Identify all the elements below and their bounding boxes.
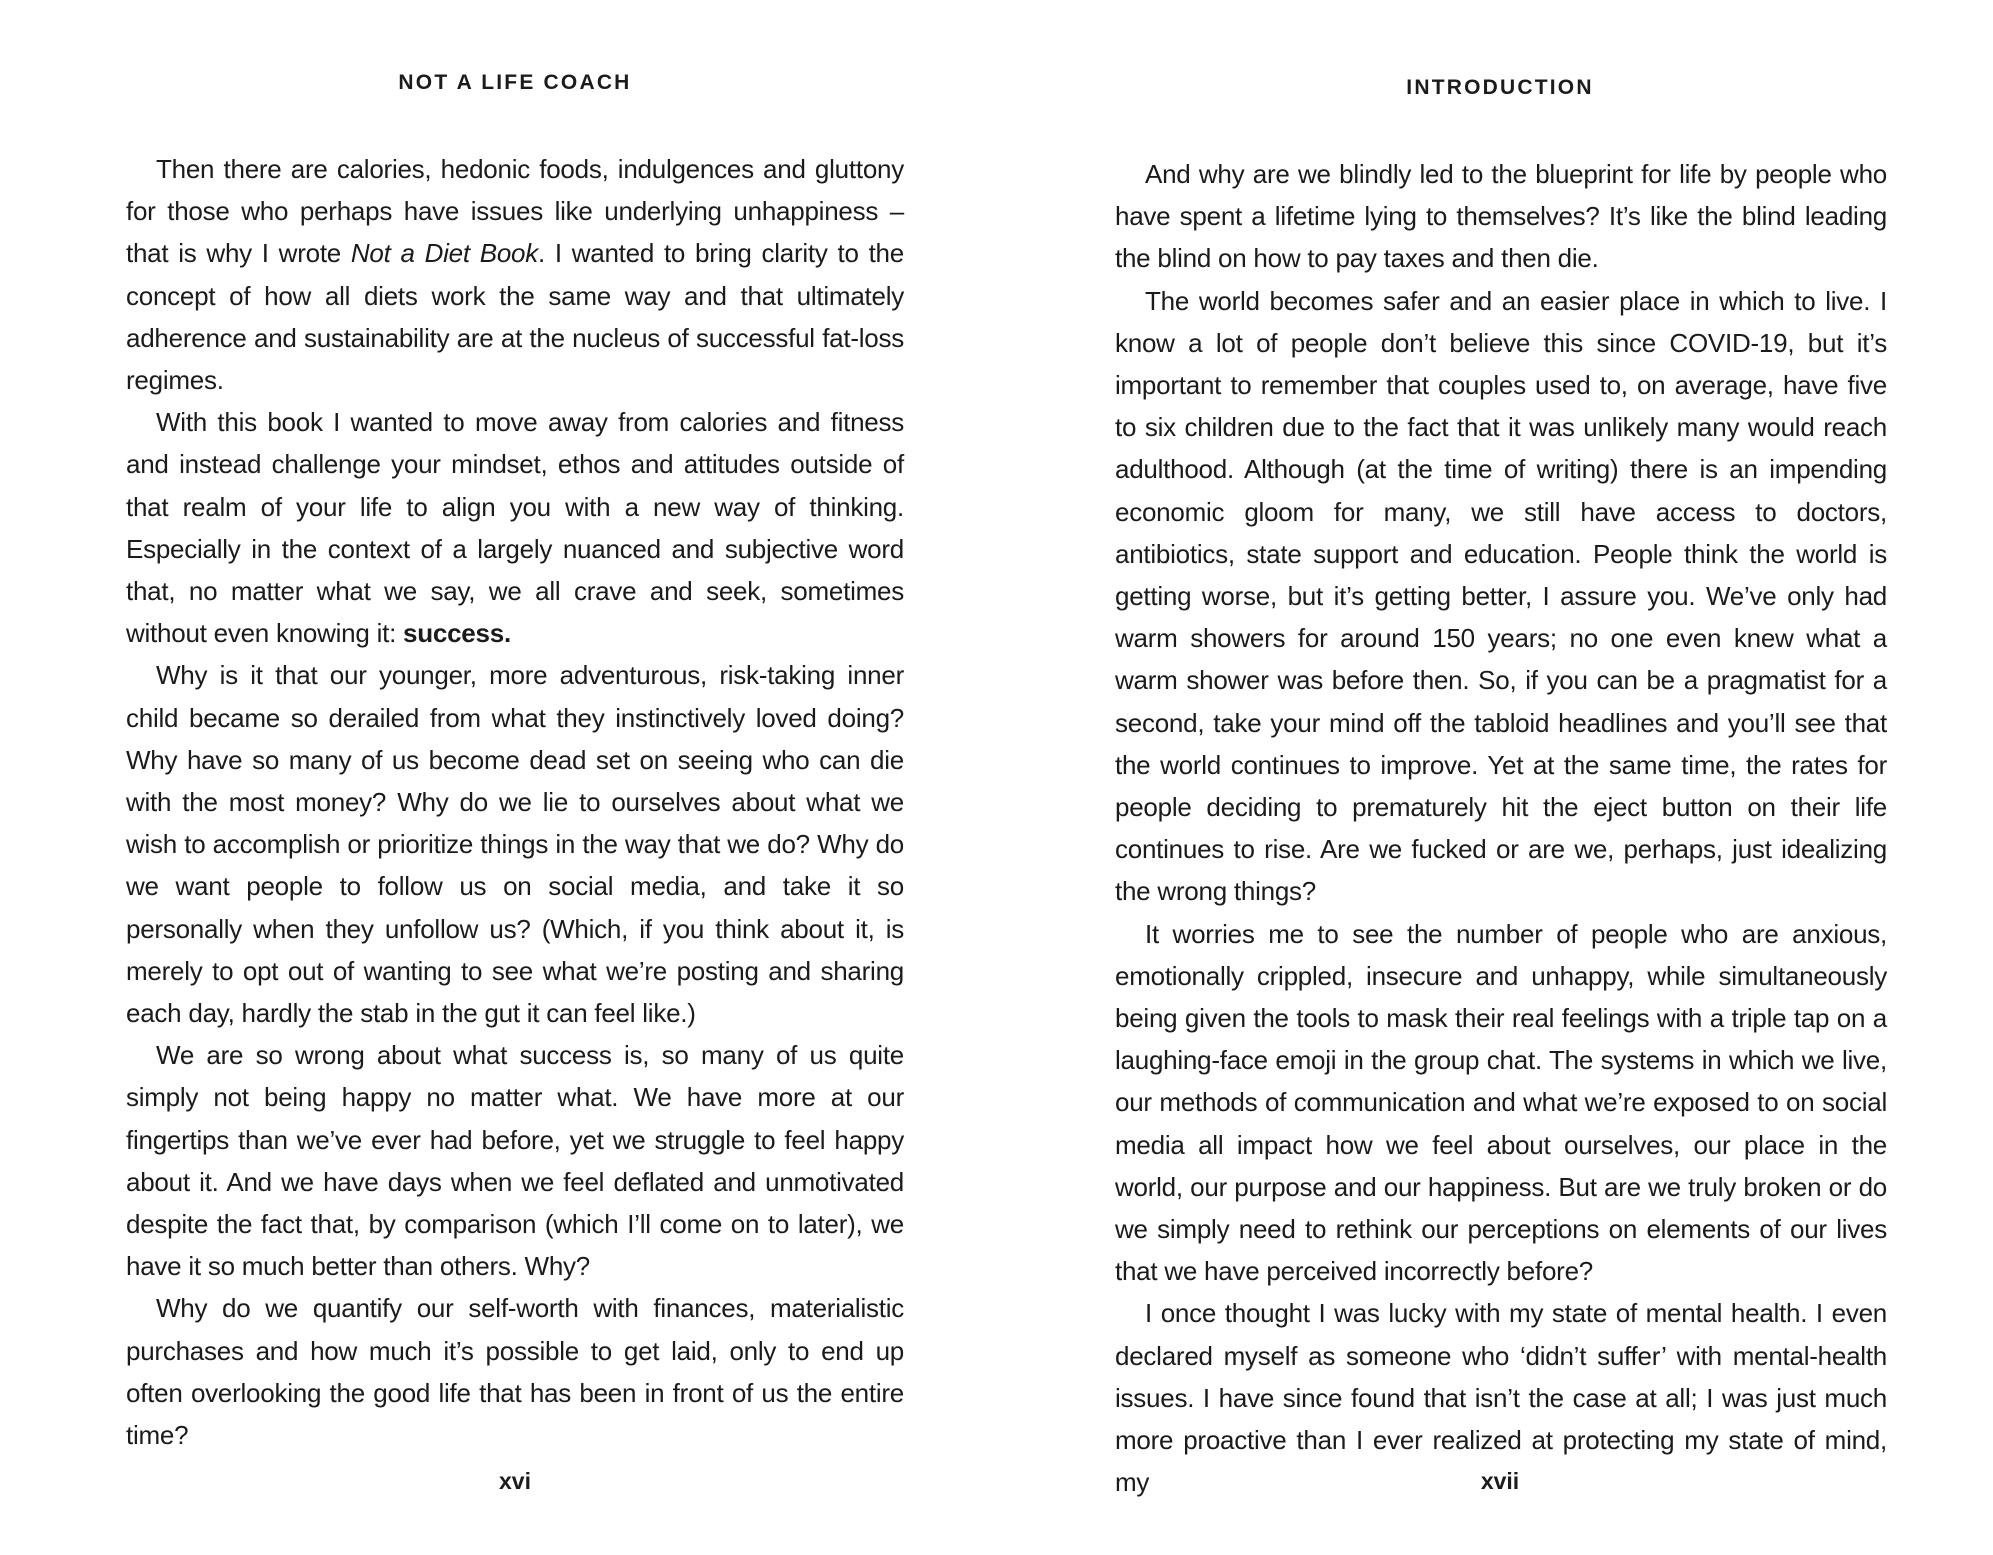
- page-number: xvii: [1480, 1468, 1520, 1494]
- paragraph: Why do we quantify our self-worth with finances, materialistic purchases and how much it’s possible to get laid, only to end up often overlooking the good life that has been in front of us the entire time?: [126, 1293, 904, 1451]
- emphasis-word: success: [403, 618, 504, 649]
- text-run: .: [503, 618, 511, 649]
- page-number: xvi: [499, 1468, 531, 1494]
- paragraph: It worries me to see the number of people who are anxious, emotionally crippled, insecure and unhappy, while simultaneously being given the tools to mask their real feelings with a triple tap on a laughing-face emoji in the group chat. The systems in which we live, our methods of communication and what we’re exposed to on social media all impact how we feel about ourselves, our place in the world, our purpose and our happiness. But are we truly broken or do we simply need to rethink our perceptions on elements of our lives that we have perceived incorrectly before?: [1115, 918, 1887, 1287]
- running-head: INTRODUCTION: [1406, 76, 1594, 99]
- paragraph: [126, 148, 904, 401]
- text-run: Then there are calories, hedonic foods, indulgences and gluttony for those who perhaps have issues like underlying unhappiness – that is why I wrote: [126, 154, 904, 269]
- text-run: . I wanted to bring clarity to the concept of how all diets work the same way and that ultimately adherence and sustainability are at the nucleus of successful fat-loss regimes.: [126, 238, 904, 396]
- body-text: [126, 148, 904, 1456]
- paragraph: I once thought I was lucky with my state of mental health. I even declared myself as someone who ‘didn’t suffer’ with mental-health issues. I have since found that isn’t the case at all; I was just much more proactive than I ever realized at protecting my state of mind, my: [1115, 1298, 1887, 1498]
- paragraph: [126, 401, 904, 654]
- paragraph: Why is it that our younger, more adventurous, risk-taking inner child became so derailed from what they instinctively loved doing? Why have so many of us become dead set on seeing who can die with the most money? Why do we lie to ourselves about what we wish to accomplish or prioritize things in the way that we do? Why do we want people to follow us on social media, and take it so personally when they unfollow us? (Which, if you think about it, is merely to opt out of wanting to see what we’re posting and sharing each day, hardly the stab in the gut it can feel like.): [126, 660, 904, 1029]
- text-run: With this book I wanted to move away from calories and fitness and instead challenge your mindset, ethos and attitudes outside of that realm of your life to align you with a new way of thinking. Especially in the context of a largely nuanced and subjective word that, no matter what we say, we all crave and seek, sometimes without even knowing it:: [126, 407, 904, 649]
- paragraph: We are so wrong about what success is, so many of us quite simply not being happy no matter what. We have more at our fingertips than we’ve ever had before, yet we struggle to feel happy about it. And we have days when we feel deflated and unmotivated despite the fact that, by comparison (which I’ll come on to later), we have it so much better than others. Why?: [126, 1040, 904, 1282]
- book-title: Not a Diet Book: [350, 238, 538, 269]
- paragraph: The world becomes safer and an easier place in which to live. I know a lot of people don’t believe this since COVID-19, but it’s important to remember that couples used to, on average, have five to six children due to the fact that it was unlikely many would reach adulthood. Although (at the time of writing) there is an impending economic gloom for many, we still have access to doctors, antibiotics, state support and education. People think the world is getting worse, but it’s getting better, I assure you. We’ve only had warm showers for around 150 years; no one even knew what a warm shower was before then. So, if you can be a pragmatist for a second, take your mind off the tabloid headlines and you’ll see that the world continues to improve. Yet at the same time, the rates for people deciding to prematurely hit the eject button on their life continues to rise. Are we fucked or are we, perhaps, just idealizing the wrong things?: [1115, 285, 1887, 907]
- paragraph: And why are we blindly led to the blueprint for life by people who have spent a lifetime lying to themselves? It’s like the blind leading the blind on how to pay taxes and then die.: [1115, 159, 1887, 274]
- body-text: [1115, 153, 1887, 1504]
- right-page: [1000, 0, 1993, 1555]
- running-head: NOT A LIFE COACH: [398, 71, 632, 94]
